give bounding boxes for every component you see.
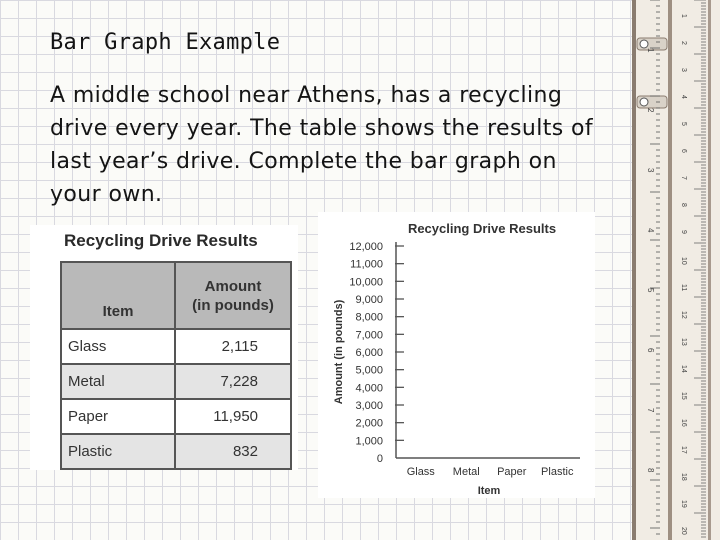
ruler-cm-label: 10 [680, 257, 687, 265]
ruler-inch-label: 2 [646, 108, 655, 113]
y-axis-label: Amount (in pounds) [333, 299, 345, 405]
row-amount: 11,950 [175, 399, 291, 434]
y-tick-label: 2,000 [355, 417, 383, 430]
ruler-cm-label: 4 [680, 95, 687, 99]
row-item: Paper [61, 399, 175, 434]
bar-graph [318, 212, 595, 498]
ruler-cm-label: 1 [680, 14, 687, 18]
table-row [61, 329, 291, 364]
x-tick-label: Paper [497, 466, 527, 478]
row-item: Plastic [61, 434, 175, 469]
bar-graph-panel [318, 212, 595, 498]
ruler-cm-label: 11 [680, 284, 687, 292]
header-amount-line2: (in pounds) [192, 296, 274, 314]
ruler-inch-label: 6 [646, 348, 655, 353]
table-row [61, 399, 291, 434]
ruler-cm-label: 6 [680, 149, 687, 153]
table-header-row [61, 262, 291, 329]
ruler-groove [708, 0, 711, 540]
ruler-cm-label: 15 [680, 392, 687, 400]
ruler-body [632, 0, 720, 540]
y-tick-label: 1,000 [355, 435, 383, 448]
row-amount: 7,228 [175, 364, 291, 399]
ruler-cm-label: 20 [680, 527, 687, 535]
ruler-groove [668, 0, 672, 540]
y-tick-label: 10,000 [349, 276, 383, 289]
screw-icon [640, 98, 648, 106]
row-amount: 832 [175, 434, 291, 469]
ruler-cm-label: 18 [680, 473, 687, 481]
table-row [61, 364, 291, 399]
x-axis-label: Item [477, 485, 501, 497]
slide-title: Bar Graph Example [50, 30, 281, 55]
header-amount [175, 262, 291, 329]
row-amount: 2,115 [175, 329, 291, 364]
ruler-cm-label: 5 [680, 122, 687, 126]
row-item: Glass [61, 329, 175, 364]
table-row [61, 434, 291, 469]
ruler-inch-label: 7 [646, 408, 655, 413]
ruler-cm-label: 12 [680, 311, 687, 319]
ruler-image [632, 0, 720, 540]
results-table-panel [30, 225, 298, 470]
ruler-cm-label: 13 [680, 338, 687, 346]
header-item: Item [61, 262, 175, 329]
y-tick-label: 5,000 [355, 364, 383, 377]
ruler-cm-label: 19 [680, 500, 687, 508]
header-amount-line1: Amount [204, 277, 262, 295]
ruler-cm-label: 9 [680, 230, 687, 234]
x-tick-label: Metal [452, 466, 480, 478]
ruler-cm-label: 7 [680, 176, 687, 180]
slide-paragraph: A middle school near Athens, has a recycling drive every year. The table shows the results of last year’s drive. Complete the bar graph on your own. [50, 83, 593, 207]
x-tick-label: Plastic [541, 466, 574, 478]
y-tick-label: 7,000 [355, 329, 383, 342]
y-tick-label: 12,000 [349, 241, 383, 253]
ruler-cm-label: 16 [680, 419, 687, 427]
ruler-cm-label: 2 [680, 41, 687, 45]
y-tick-label: 0 [376, 453, 383, 465]
y-tick-label: 6,000 [355, 347, 383, 359]
ruler-cm-label: 3 [680, 68, 687, 72]
ruler-inch-label: 4 [646, 228, 655, 233]
row-item: Metal [61, 364, 175, 399]
ruler-inch-label: 5 [646, 288, 655, 293]
results-table [60, 261, 292, 470]
x-tick-label: Glass [406, 466, 435, 478]
ruler-cm-label: 14 [680, 365, 687, 373]
ruler-inch-label: 8 [646, 468, 655, 473]
y-tick-label: 4,000 [355, 382, 383, 395]
y-tick-label: 3,000 [355, 400, 383, 412]
table-caption: Recycling Drive Results [64, 231, 258, 250]
ruler-inch-label: 3 [646, 168, 655, 173]
y-tick-label: 8,000 [355, 311, 383, 324]
y-tick-label: 11,000 [350, 258, 383, 271]
ruler-edge [632, 0, 636, 540]
ruler-inch-label: 1 [646, 48, 655, 53]
ruler-cm-label: 17 [680, 446, 687, 454]
y-tick-label: 9,000 [355, 294, 383, 306]
ruler-cm-label: 8 [680, 203, 687, 207]
chart-title: Recycling Drive Results [407, 221, 557, 236]
screw-icon [640, 40, 648, 48]
